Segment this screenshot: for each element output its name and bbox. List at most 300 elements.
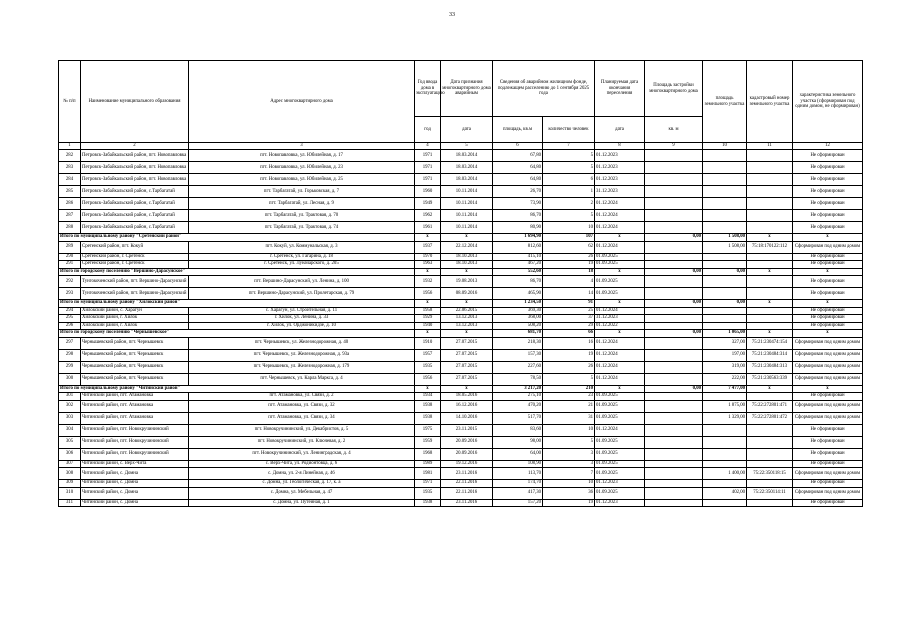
table-row [59,436,863,448]
total-cell: 552,60 [493,268,543,276]
cell-dt: 27.07.2015 [441,373,493,385]
cell-har: Не сформирован [793,276,863,288]
cell-dt: 10.11.2014 [441,210,493,222]
cell-yr: 1938 [415,499,441,507]
cell-end: 01.12.2023 [595,174,645,186]
cell-ppl: 26 [543,253,595,261]
cell-kad [747,162,793,174]
cell-n: 285 [59,186,81,198]
cell-kad [747,393,793,401]
cell-dt: 22.06.2015 [441,307,493,315]
cell-mun: Читинский район, с. Домна [81,499,189,507]
cell-zast [645,436,703,448]
cell-area: 368,00 [493,315,543,323]
cell-end: 01.09.2025 [595,288,645,300]
cell-ppl: 10 [543,480,595,488]
cell-end: 01.12.2024 [595,337,645,349]
cell-addr: с. Верх-Чита, ул. Родионтовца, д. 6 [189,460,415,468]
cell-area: 67,80 [493,150,543,162]
cell-kad [747,222,793,234]
cell-yr: 1935 [415,361,441,373]
total-cell: x [793,330,863,338]
total-cell: x [415,234,441,242]
cell-kad [747,480,793,488]
cell-area: 64,80 [493,162,543,174]
cell-kad [747,315,793,323]
cell-n: 286 [59,198,81,210]
cell-kad: 75:21:230484:313 [747,361,793,373]
cell-addr: с. Домна, ул. 2-я Линейная, д. 46 [189,468,415,480]
cell-har: Сформирован под одним домом [793,349,863,361]
cell-zast [645,424,703,436]
cell-mun: Читинский район, с. Домна [81,487,189,499]
cell-kad [747,448,793,460]
cell-addr: пгт. Новокручининский, ул. Ленинградская, д. 4 [189,448,415,460]
cell-addr: пгт. Новопавловка, ул. Юбилейная, д. 17 [189,150,415,162]
cell-mun: Петровск-Забайкальский район, пгт. Новопавловка [81,174,189,186]
cell-zast [645,400,703,412]
cell-area: 174,70 [493,480,543,488]
cell-ppl: 5 [543,162,595,174]
cell-har: Сформирован под одним домом [793,468,863,480]
header-build-area: Площадь застройки многоквартирного дома [645,61,703,117]
cell-yr: 1975 [415,424,441,436]
cell-ppl: 19 [543,499,595,507]
cell-zem: 222,00 [703,373,747,385]
cell-dt: 20.09.2016 [441,436,493,448]
cell-area: 78,50 [493,373,543,385]
cell-end: 01.09.2025 [595,460,645,468]
cell-area: 26,70 [493,186,543,198]
table-row [59,373,863,385]
cell-end: 01.12.2024 [595,210,645,222]
header-land-char: характеристика земельного участка (сформирован под одним домом, не сформирован) [793,61,863,143]
cell-area: 64,00 [493,448,543,460]
cell-zem [703,288,747,300]
cell-addr: пгт. Атамановка, ул. Связи, д. 2 [189,393,415,401]
cell-zast [645,174,703,186]
cell-addr: с. Домна, ул. Путейная, д. 1 [189,499,415,507]
cell-end: 01.12.2024 [595,198,645,210]
cell-area: 369,30 [493,307,543,315]
cell-n: 289 [59,241,81,253]
unit-area: площадь, кв.м [493,117,543,143]
cell-mun: Сретенский район, пгт. Кокуй [81,241,189,253]
cell-area: 508,20 [493,322,543,330]
table-row [59,468,863,480]
cell-yr: 1959 [415,436,441,448]
cell-n: 288 [59,222,81,234]
cell-yr: 1949 [415,198,441,210]
cell-mun: Чернышевский район, пгт. Чернышевск [81,361,189,373]
cell-har: Не сформирован [793,253,863,261]
cell-dt: 19.12.2016 [441,460,493,468]
total-cell: x [747,234,793,242]
cell-addr: пгт. Новопавловка, ул. Юбилейная, д. 25 [189,174,415,186]
total-row [59,385,863,393]
header-row [59,61,863,117]
cell-ppl: 21 [543,400,595,412]
table-row [59,424,863,436]
cell-n: 301 [59,393,81,401]
cell-n: 306 [59,448,81,460]
cell-dt: 27.07.2015 [441,361,493,373]
cell-dt: 18.10.2013 [441,261,493,269]
total-cell: 0,00 [645,234,703,242]
cell-kad [747,460,793,468]
cell-zast [645,460,703,468]
cell-yr: 1910 [415,337,441,349]
cell-zast [645,412,703,424]
cell-zast [645,468,703,480]
total-cell: x [793,300,863,308]
cell-area: 465,90 [493,288,543,300]
cell-yr: 1971 [415,162,441,174]
cell-area: 86,70 [493,210,543,222]
cell-har: Не сформирован [793,222,863,234]
cell-ppl: 29 [543,322,595,330]
table-row [59,241,863,253]
cell-area: 86,70 [493,276,543,288]
cell-addr: пгт. Тарбагатай, ул. Лесная, д. 9 [189,198,415,210]
cell-addr: пгт. Кокуй, ул. Коммунальская, д. 3 [189,241,415,253]
total-cell: 0,00 [703,300,747,308]
cell-mun: Петровск-Забайкальский район, пгт. Новопавловка [81,162,189,174]
table-row [59,174,863,186]
total-cell: x [441,268,493,276]
cell-end: 01.09.2025 [595,400,645,412]
header-cadastre: кадастровый номер земельного участка [747,61,793,143]
cell-mun: Петровск-Забайкальский район, пгт. Новопавловка [81,150,189,162]
cell-mun: Сретенский район, г. Сретенск [81,253,189,261]
cell-area: 108,90 [493,460,543,468]
cell-zast [645,448,703,460]
cell-ppl: 7 [543,468,595,480]
cell-kad: 75:22:272801:472 [747,412,793,424]
cell-end: 01.12.2024 [595,349,645,361]
cell-end: 01.12.2024 [595,424,645,436]
cell-area: 812,60 [493,241,543,253]
cell-mun: Петровск-Забайкальский район, с.Тарбагатай [81,198,189,210]
cell-zem: 402,00 [703,487,747,499]
cell-kad: 75:21:230474:154 [747,337,793,349]
table-row [59,307,863,315]
total-cell: x [441,234,493,242]
cell-n: 283 [59,162,81,174]
cell-mun: Хилокский район, г. Хилок [81,322,189,330]
cell-area: 98,00 [493,436,543,448]
cell-n: 291 [59,261,81,269]
cell-kad: 75:18:170122:112 [747,241,793,253]
cell-zast [645,210,703,222]
cell-har: Не сформирован [793,210,863,222]
cell-addr: пгт. Чернышевск, ул. Железнодорожная, д. 40 [189,337,415,349]
cell-har: Не сформирован [793,315,863,323]
cell-n: 296 [59,322,81,330]
cell-kad [747,186,793,198]
cell-dt: 19.08.2013 [441,276,493,288]
cell-yr: 1929 [415,315,441,323]
column-numbers-row: 1 2 3 4 5 6 7 8 9 10 11 12 [59,143,863,150]
cell-yr: 1960 [415,186,441,198]
cell-zem [703,436,747,448]
total-row [59,268,863,276]
total-cell: 66 [543,330,595,338]
cell-addr: пгт. Тарбагатай, ул. Трактовая, д. 70 [189,210,415,222]
cell-zast [645,288,703,300]
cell-area: 470,20 [493,400,543,412]
cell-zast [645,307,703,315]
cell-area: 415,10 [493,253,543,261]
cell-addr: пгт. Новокручининский, ул. Ключевая, д. 2 [189,436,415,448]
table-row [59,288,863,300]
cell-mun: Читинский район, пгт. Атамановка [81,393,189,401]
total-row [59,234,863,242]
cell-zem [703,424,747,436]
cell-kad: 75:21:230484:314 [747,349,793,361]
cell-kad [747,436,793,448]
cell-zem: 1 400,00 [703,468,747,480]
cell-zem [703,393,747,401]
total-cell: x [793,234,863,242]
cell-end: 31.12.2023 [595,186,645,198]
cell-mun: Тунгокоченский район, пгт. Вершино-Дарасунский [81,288,189,300]
cell-zem: 1 508,00 [703,241,747,253]
cell-zast [645,241,703,253]
cell-har: Сформирован под одним домом [793,412,863,424]
total-cell: 0,00 [645,385,703,393]
cell-mun: Читинский район, пгт. Новокручининский [81,448,189,460]
header-land-area: площадь земельного участка [703,61,747,143]
cell-ppl: 10 [543,424,595,436]
total-cell: Итого по городскому поселению "Чернышевское" [59,330,415,338]
cell-dt: 23.11.2016 [441,468,493,480]
cell-yr: 1940 [415,322,441,330]
cell-yr: 1956 [415,373,441,385]
total-cell: x [441,300,493,308]
cell-mun: Петровск-Забайкальский район, с.Тарбагатай [81,222,189,234]
cell-zast [645,315,703,323]
header-municipality: Наименование муниципального образования [81,61,189,143]
total-cell: x [415,268,441,276]
cell-mun: Чернышевский район, пгт. Чернышевск [81,337,189,349]
cell-yr: 1957 [415,349,441,361]
cell-yr: 1971 [415,174,441,186]
cell-n: 300 [59,373,81,385]
cell-har: Сформирован под одним домом [793,487,863,499]
cell-n: 310 [59,487,81,499]
table-row [59,186,863,198]
cell-end: 01.09.2025 [595,487,645,499]
table-row [59,210,863,222]
total-cell: x [793,385,863,393]
cell-yr: 1935 [415,487,441,499]
cell-zast [645,373,703,385]
total-cell: x [441,330,493,338]
cell-zem [703,322,747,330]
table-row [59,460,863,468]
cell-mun: Чернышевский район, пгт. Чернышевск [81,373,189,385]
cell-mun: Читинский район, пгт. Атамановка [81,412,189,424]
total-cell: 1 508,00 [703,234,747,242]
cell-yr: 1961 [415,222,441,234]
cell-kad [747,150,793,162]
cell-end: 01.12.2023 [595,150,645,162]
cell-yr: 1937 [415,241,441,253]
total-cell: x [747,300,793,308]
total-cell: 0,00 [703,268,747,276]
cell-ppl: 5 [543,150,595,162]
cell-dt: 16.12.2016 [441,400,493,412]
cell-zem [703,460,747,468]
cell-zast [645,186,703,198]
table-row [59,315,863,323]
cell-dt: 10.11.2014 [441,186,493,198]
cell-zem [703,174,747,186]
cell-dt: 13.12.2013 [441,322,493,330]
cell-dt: 18.10.2013 [441,253,493,261]
total-cell: Итого по муниципальному району "Сретенский район" [59,234,415,242]
unit-year: год [415,117,441,143]
cell-zem [703,315,747,323]
header-fund: Сведения об аварийном жилищном фонде, подлежащем расселению до 1 сентября 2025 года [493,61,595,117]
cell-zem [703,480,747,488]
cell-n: 282 [59,150,81,162]
cell-ppl: 6 [543,174,595,186]
cell-har: Не сформирован [793,186,863,198]
cell-zem [703,499,747,507]
cell-addr: пгт. Новопавловка, ул. Юбилейная, д. 23 [189,162,415,174]
cell-ppl: 5 [543,210,595,222]
table-row [59,349,863,361]
cell-n: 290 [59,253,81,261]
cell-dt: 23.11.2016 [441,499,493,507]
cell-n: 305 [59,436,81,448]
cell-ppl: 1 [543,186,595,198]
cell-mun: Петровск-Забайкальский район, с.Тарбагатай [81,210,189,222]
cell-addr: с. Домна, ул. Мебельная, д. 47 [189,487,415,499]
cell-ppl: 2 [543,198,595,210]
cell-addr: пгт. Атамановка, ул. Связи, д. 32 [189,400,415,412]
cell-har: Не сформирован [793,436,863,448]
cell-addr: пгт. Чернышевск, ул. Железнодорожная, д. 179 [189,361,415,373]
cell-ppl: 3 [543,460,595,468]
cell-har: Не сформирован [793,198,863,210]
table-row [59,393,863,401]
cell-kad [747,253,793,261]
cell-mun: Читинский район, пгт. Атамановка [81,400,189,412]
cell-yr: 1989 [415,460,441,468]
cell-area: 73,90 [493,198,543,210]
header-date: Дата признания многоквартирного дома аварийным [441,61,493,117]
cell-kad [747,261,793,269]
housing-table [58,60,863,507]
cell-dt: 18.05.2016 [441,393,493,401]
cell-addr: г. Сретенск, ул. Луначарского, д. 205 [189,261,415,269]
total-cell: 1 065,00 [703,330,747,338]
cell-har: Сформирован под одним домом [793,241,863,253]
cell-zast [645,261,703,269]
cell-area: 64,80 [493,174,543,186]
cell-dt: 08.09.2016 [441,288,493,300]
cell-end: 01.12.2024 [595,241,645,253]
cell-area: 113,70 [493,468,543,480]
cell-zast [645,361,703,373]
cell-har: Сформирован под одним домом [793,373,863,385]
cell-ppl: 62 [543,241,595,253]
cell-end: 01.09.2025 [595,393,645,401]
cell-mun: Читинский район, пгт. Новокручининский [81,436,189,448]
cell-har: Не сформирован [793,499,863,507]
cell-n: 308 [59,468,81,480]
cell-zem [703,307,747,315]
cell-dt: 22.11.2016 [441,487,493,499]
cell-kad [747,424,793,436]
cell-har: Не сформирован [793,322,863,330]
cell-ppl: 19 [543,349,595,361]
total-cell: 0,00 [645,268,703,276]
cell-kad [747,288,793,300]
cell-zast [645,349,703,361]
cell-kad [747,174,793,186]
cell-dt: 13.12.2013 [441,315,493,323]
cell-zem [703,222,747,234]
cell-area: 417,30 [493,487,543,499]
cell-end: 01.12.2023 [595,162,645,174]
cell-zem: 319,00 [703,361,747,373]
cell-har: Не сформирован [793,448,863,460]
cell-addr: с. Харагун, ул. Строительная, д. 11 [189,307,415,315]
cell-kad: 75:22:350114:11 [747,487,793,499]
total-row [59,330,863,338]
table-row [59,487,863,499]
cell-mun: Хилокский район, с. Харагун [81,307,189,315]
cell-kad: 75:22:272801:471 [747,400,793,412]
table-row [59,361,863,373]
total-cell: x [793,268,863,276]
cell-addr: пгт. Тарбагатай, ул. Горьковская, д. 7 [189,186,415,198]
total-cell: Итого по муниципальному району "Читинский район" [59,385,415,393]
cell-dt: 10.11.2014 [441,198,493,210]
cell-zem [703,198,747,210]
cell-end: 01.12.2024 [595,361,645,373]
cell-dt: 18.03.2014 [441,150,493,162]
cell-area: 275,10 [493,393,543,401]
cell-yr: 1934 [415,393,441,401]
cell-mun: Читинский район, пгт. Новокручининский [81,424,189,436]
cell-end: 01.09.2025 [595,276,645,288]
cell-addr: пгт. Тарбагатай, ул. Трактовая, д. 74 [189,222,415,234]
cell-n: 294 [59,307,81,315]
cell-dt: 18.03.2014 [441,162,493,174]
cell-zem: 1 329,00 [703,412,747,424]
cell-end: 01.09.2025 [595,261,645,269]
cell-kad [747,210,793,222]
cell-kad [747,307,793,315]
cell-zem [703,261,747,269]
cell-dt: 10.11.2014 [441,222,493,234]
cell-n: 297 [59,337,81,349]
cell-mun: Петровск-Забайкальский район, с.Тарбагатай [81,186,189,198]
cell-area: 467,20 [493,261,543,269]
cell-ppl: 26 [543,361,595,373]
cell-area: 218,30 [493,337,543,349]
table-body [59,150,863,507]
cell-yr: 1932 [415,276,441,288]
table-row [59,150,863,162]
total-cell: x [415,385,441,393]
cell-area: 227,60 [493,361,543,373]
